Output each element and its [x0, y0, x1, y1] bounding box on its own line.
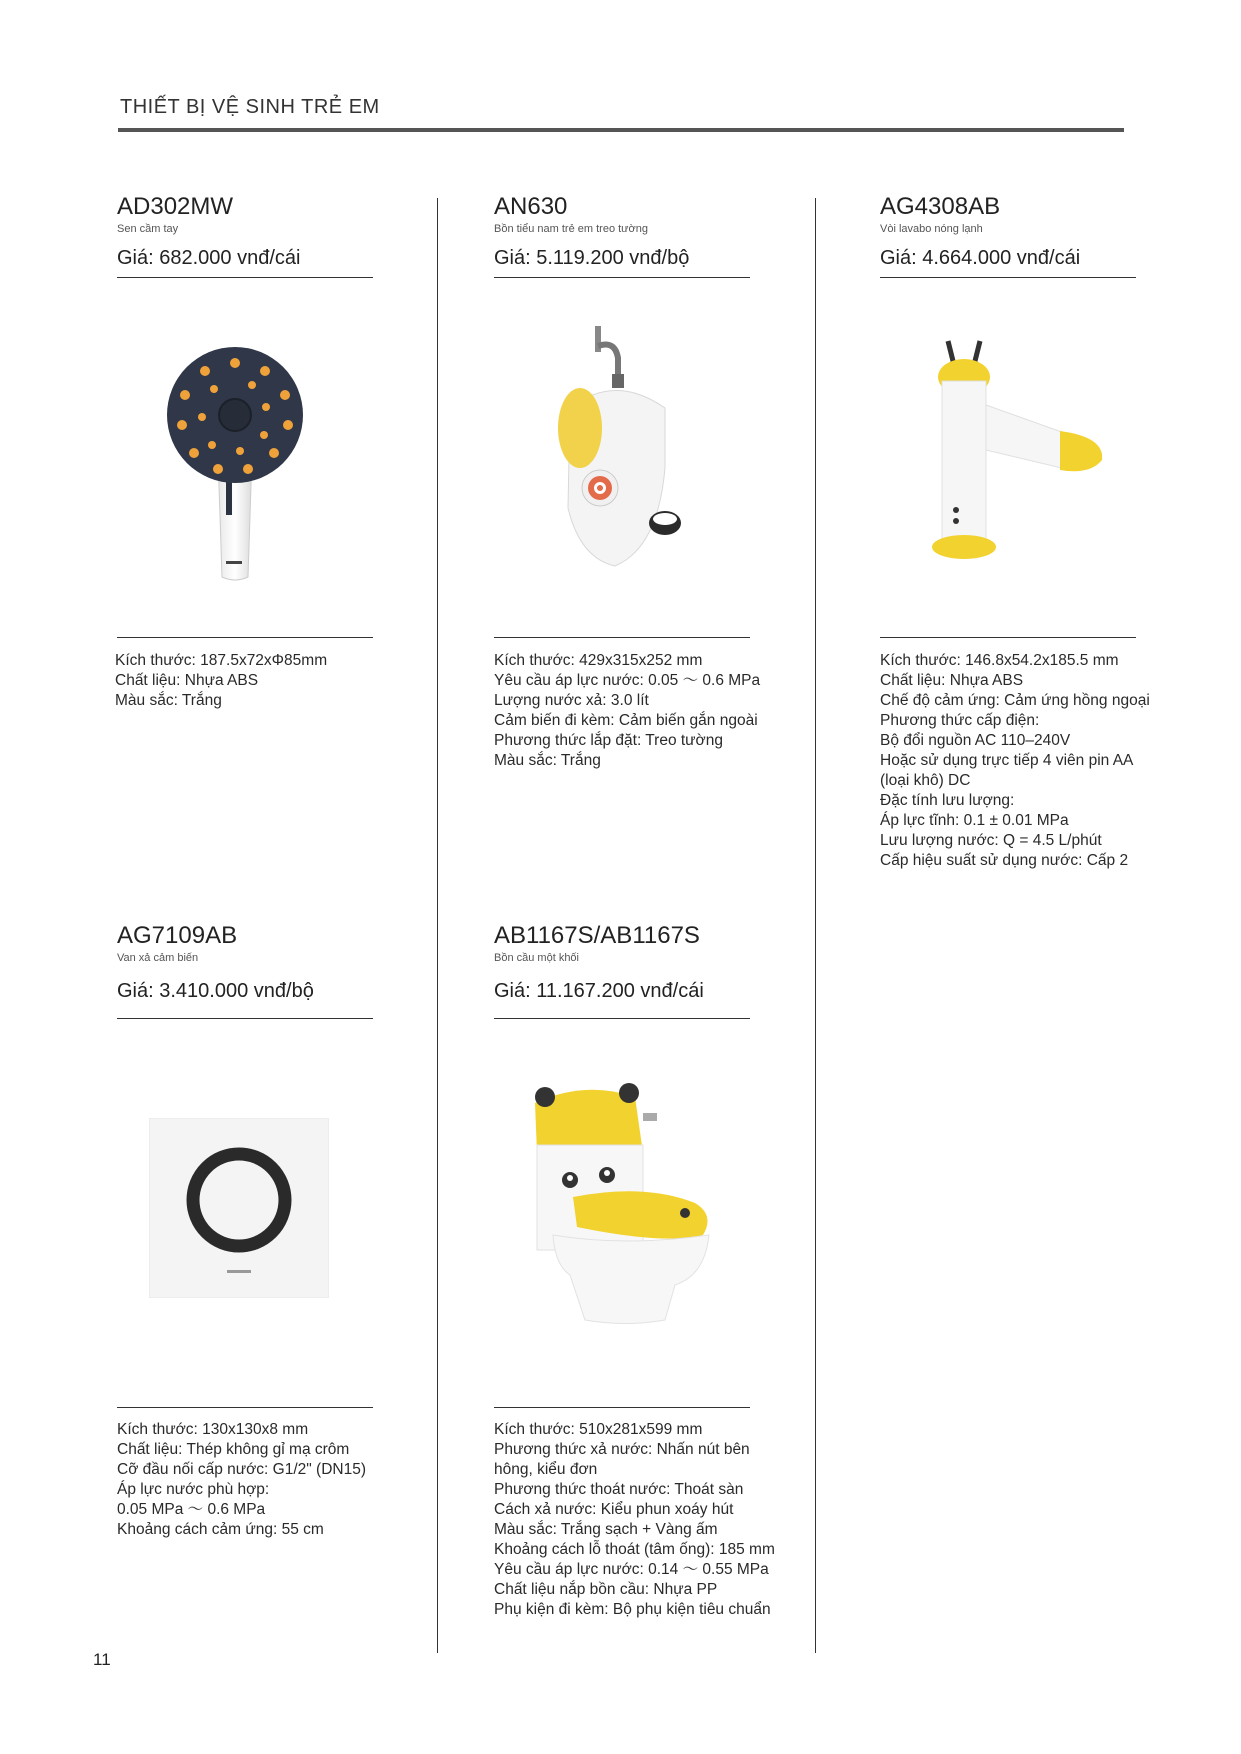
spec-line: Yêu cầu áp lực nước: 0.05 〜 0.6 MPa	[494, 672, 761, 689]
price-divider	[117, 277, 373, 278]
price-divider	[494, 277, 750, 278]
spec-line: Phương thức xả nước: Nhấn nút bên	[494, 1441, 750, 1458]
spec-line: Khoảng cách lỗ thoát (tâm ống): 185 mm	[494, 1541, 775, 1558]
spec-line: Màu sắc: Trắng sạch + Vàng ấm	[494, 1521, 718, 1538]
product-price: Giá: 11.167.200 vnđ/cái	[494, 980, 704, 1002]
product-code: AB1167S/AB1167S	[494, 922, 700, 949]
spec-line: Cỡ đầu nối cấp nước: G1/2" (DN15)	[117, 1461, 367, 1478]
product-price: Giá: 4.664.000 vnđ/cái	[880, 247, 1081, 269]
header-divider	[118, 128, 1124, 132]
spec-line: Phụ kiện đi kèm: Bộ phụ kiện tiêu chuẩn	[494, 1601, 771, 1618]
product-subtitle: Van xả cảm biến	[117, 952, 199, 964]
product-card-ad302mw	[117, 193, 417, 270]
product-card-an630	[494, 193, 794, 270]
product-image-sensor-valve	[149, 1118, 329, 1298]
spec-line: Bộ đổi nguồn AC 110–240V	[880, 732, 1071, 749]
spec-line: Cách xả nước: Kiểu phun xoáy hút	[494, 1501, 734, 1518]
product-image-hand-shower	[160, 345, 310, 585]
spec-line: 0.05 MPa 〜 0.6 MPa	[117, 1501, 266, 1518]
product-image-urinal	[540, 318, 690, 578]
page-header-title: THIẾT BỊ VỆ SINH TRẺ EM	[120, 96, 380, 118]
spec-line: (loại khô) DC	[880, 772, 971, 789]
product-card-ag4308ab	[880, 193, 1180, 270]
product-code: AG7109AB	[117, 922, 238, 949]
product-subtitle: Bồn tiểu nam trẻ em treo tường	[494, 223, 648, 235]
spec-line: Chất liệu: Nhựa ABS	[880, 672, 1024, 689]
spec-divider	[494, 637, 750, 638]
spec-line: Màu sắc: Trắng	[115, 692, 222, 709]
product-subtitle: Bồn cầu một khối	[494, 952, 579, 964]
spec-line: Lưu lượng nước: Q = 4.5 L/phút	[880, 832, 1102, 849]
spec-divider	[880, 637, 1136, 638]
spec-line: Chất liệu: Thép không gỉ mạ crôm	[117, 1441, 350, 1458]
product-specs	[117, 1420, 417, 1540]
spec-line: Kích thước: 146.8x54.2x185.5 mm	[880, 652, 1119, 669]
spec-line: Yêu cầu áp lực nước: 0.14 〜 0.55 MPa	[494, 1561, 769, 1578]
spec-line: Lượng nước xả: 3.0 lít	[494, 692, 649, 709]
product-specs	[494, 651, 794, 771]
price-divider	[117, 1018, 373, 1019]
spec-line: Phương thức thoát nước: Thoát sàn	[494, 1481, 744, 1498]
spec-line: Khoảng cách cảm ứng: 55 cm	[117, 1521, 324, 1538]
spec-divider	[117, 637, 373, 638]
spec-divider	[494, 1407, 750, 1408]
product-code: AG4308AB	[880, 193, 1001, 220]
product-subtitle: Sen cầm tay	[117, 223, 179, 235]
spec-line: Đặc tính lưu lượng:	[880, 792, 1015, 809]
spec-line: Phương thức cấp điện:	[880, 712, 1040, 729]
spec-line: Kích thước: 130x130x8 mm	[117, 1421, 309, 1438]
page-number: 11	[93, 1650, 111, 1669]
spec-line: Cảm biến đi kèm: Cảm biến gắn ngoài	[494, 712, 758, 729]
product-specs	[494, 1420, 794, 1620]
spec-divider	[117, 1407, 373, 1408]
spec-line: Phương thức lắp đặt: Treo tường	[494, 732, 723, 749]
spec-line: Áp lực tĩnh: 0.1 ± 0.01 MPa	[880, 812, 1069, 829]
product-image-faucet	[930, 335, 1110, 570]
product-card-ag7109ab	[117, 922, 417, 1003]
spec-line: hông, kiểu đơn	[494, 1461, 598, 1478]
product-specs	[880, 651, 1180, 871]
product-card-ab1167s	[494, 922, 794, 1003]
spec-line: Chế độ cảm ứng: Cảm ứng hồng ngoại	[880, 692, 1150, 709]
product-specs	[115, 651, 415, 711]
spec-line: Kích thước: 187.5x72xΦ85mm	[115, 652, 328, 669]
column-divider-2	[815, 198, 816, 1653]
product-code: AN630	[494, 193, 568, 220]
column-divider-1	[437, 198, 438, 1653]
spec-line: Kích thước: 510x281x599 mm	[494, 1421, 703, 1438]
spec-line: Cấp hiệu suất sử dụng nước: Cấp 2	[880, 852, 1129, 869]
product-subtitle: Vòi lavabo nóng lạnh	[880, 223, 983, 235]
spec-line: Kích thước: 429x315x252 mm	[494, 652, 703, 669]
spec-line: Chất liệu nắp bồn cầu: Nhựa PP	[494, 1581, 718, 1598]
product-price: Giá: 682.000 vnđ/cái	[117, 247, 301, 269]
price-divider	[494, 1018, 750, 1019]
product-price: Giá: 5.119.200 vnđ/bộ	[494, 247, 690, 269]
product-image-toilet	[525, 1075, 725, 1345]
price-divider	[880, 277, 1136, 278]
product-price: Giá: 3.410.000 vnđ/bộ	[117, 980, 314, 1002]
spec-line: Màu sắc: Trắng	[494, 752, 601, 769]
spec-line: Chất liệu: Nhựa ABS	[115, 672, 259, 689]
spec-line: Hoặc sử dụng trực tiếp 4 viên pin AA	[880, 752, 1134, 769]
spec-line: Áp lực nước phù hợp:	[117, 1481, 270, 1498]
product-code: AD302MW	[117, 193, 234, 220]
